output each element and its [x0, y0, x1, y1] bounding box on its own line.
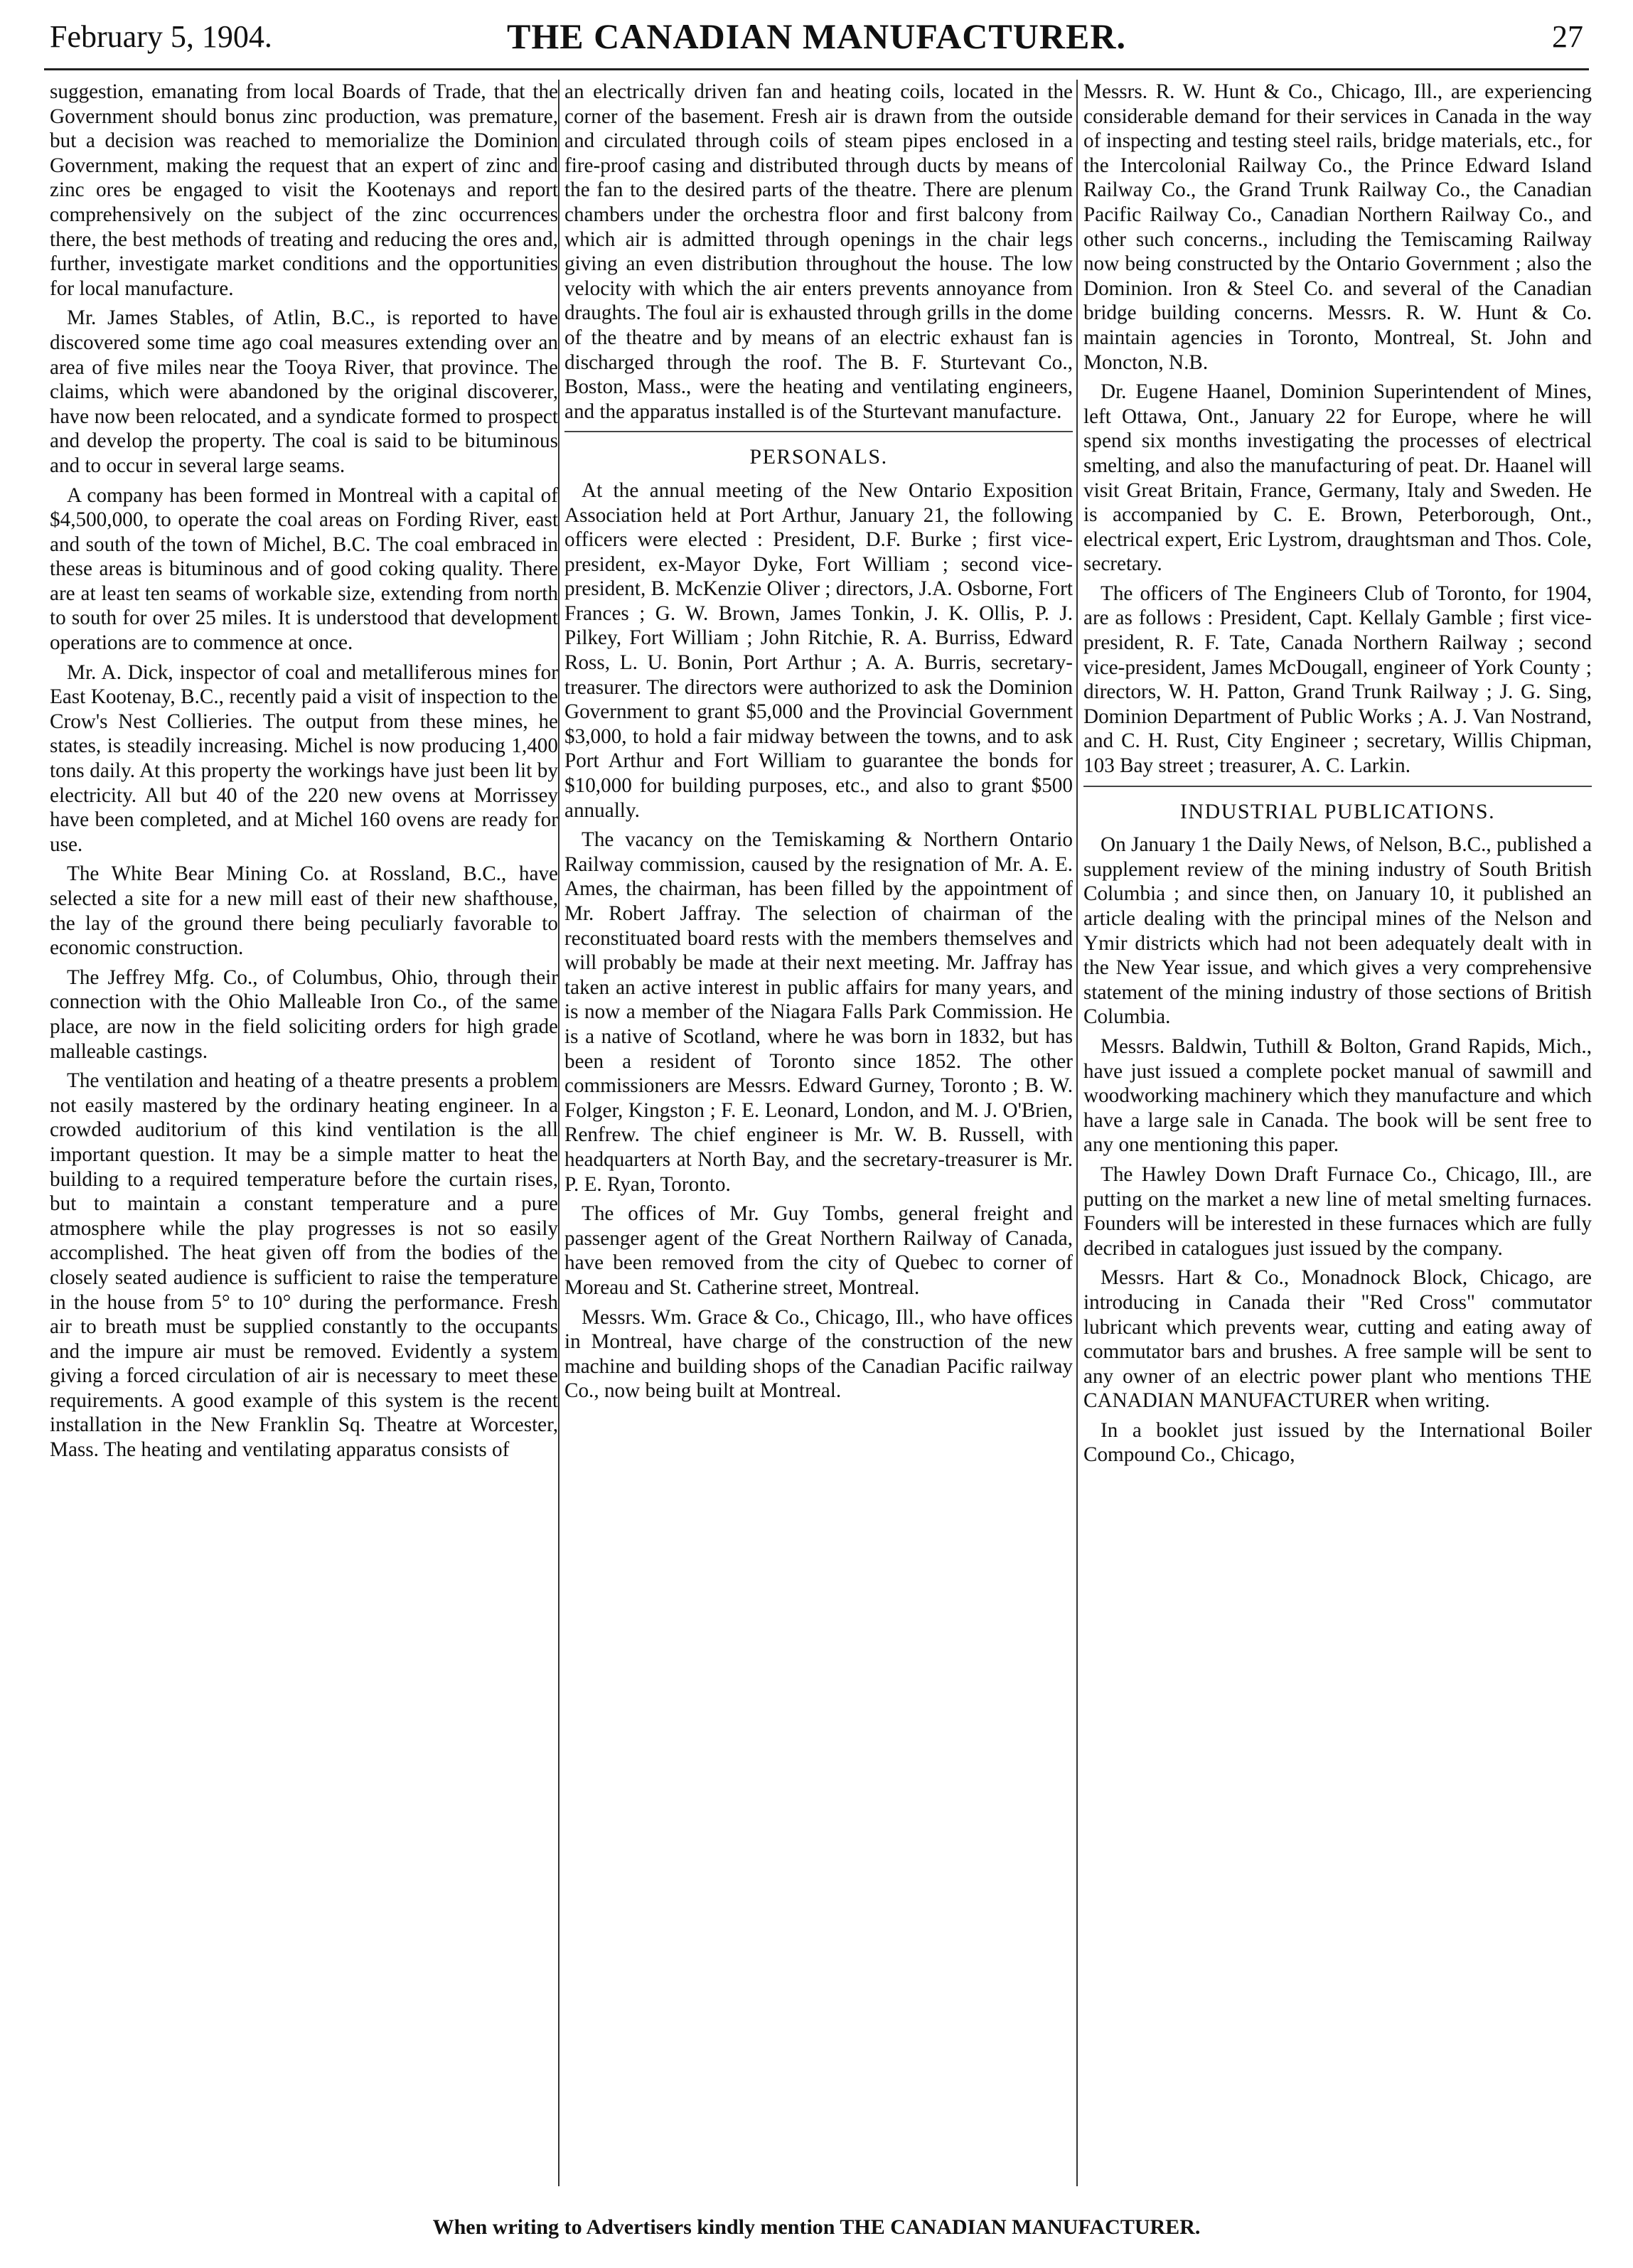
column-2 [564, 80, 1073, 2186]
paragraph: Messrs. Baldwin, Tuthill & Bolton, Grand Rapids, Mich., have just issued a complete pocket manual of sawmill and woodworking machinery which they manufacture and which have a large sale in Canada. The book will be sent free to any one mentioning this paper. [1083, 1034, 1592, 1157]
paragraph: Dr. Eugene Haanel, Dominion Superintendent of Mines, left Ottawa, Ont., January 22 for Europe, where he will spend six months investigating the processes of electrical smelting, and also the manufacturing of peat. Dr. Haanel will visit Great Britain, France, Germany, Italy and Sweden. He is accompanied by C. E. Brown, Peterborough, Ont., electrical expert, Eric Lystrom, draughtsman and Thos. Cole, secretary. [1083, 380, 1592, 576]
paragraph: an electrically driven fan and heating coils, located in the corner of the basement. Fresh air is drawn from the outside and circulated through coils of steam pipes enclosed in a fire-proof casing and distributed through ducts by means of the fan to the desired parts of the theatre. There are plenum chambers under the orchestra floor and first balcony from which air is admitted through openings in the chair legs giving an even distribution throughout the house. The low velocity with which the air enters prevents annoyance from draughts. The foul air is exhausted through grills in the dome of the theatre and by means of an electric exhaust fan is discharged through the roof. The B. F. Sturtevant Co., Boston, Mass., were the heating and ventilating engineers, and the apparatus installed is of the Sturtevant manufacture. [564, 80, 1073, 423]
paragraph: The Jeffrey Mfg. Co., of Columbus, Ohio, through their connection with the Ohio Malleable Iron Co., of the same place, are now in the field soliciting orders for high grade malleable castings. [50, 965, 558, 1063]
paragraph: suggestion, emanating from local Boards of Trade, that the Government should bonus zinc production, was premature, but a decision was reached to memorialize the Dominion Government, making the request that an expert of zinc and zinc ores be engaged to visit the Kootenays and report comprehensively on the subject of the zinc occurrences there, the best methods of treating and reducing the ores and, further, investigate market conditions and the opportunities for local manufacture. [50, 80, 558, 300]
paragraph: The ventilation and heating of a theatre presents a problem not easily mastered by the ordinary heating engineer. In a crowded auditorium of this kind ventilation is the all important question. It may be a simple matter to heat the building to a required temperature before the curtain rises, but to maintain a constant temperature and a pure atmosphere while the play progresses is not so easily accomplished. The heat given off from the bodies of the closely seated audience is sufficient to raise the temperature in the house from 5° to 10° during the performance. Fresh air to breath must be supplied constantly to the occupants and the impure air must be removed. Evidently a system giving a forced circulation of air is necessary to meet these requirements. A good example of this system is the recent installation in the New Franklin Sq. Theatre at Worcester, Mass. The heating and ventilating apparatus consists of [50, 1069, 558, 1462]
paragraph: Messrs. R. W. Hunt & Co., Chicago, Ill., are experiencing considerable demand for their services in Canada in the way of inspecting and testing steel rails, bridge materials, etc., for the Intercolonial Railway Co., the Prince Edward Island Railway Co., the Grand Trunk Railway Co., the Canadian Pacific Railway Co., Canadian Northern Railway Co., and other such concerns., including the Temiscaming Railway now being constructed by the Ontario Government ; also the Dominion. Iron & Steel Co. and several of the Canadian bridge building concerns. Messrs. R. W. Hunt & Co. maintain agencies in Toronto, Montreal, St. John and Moncton, N.B. [1083, 80, 1592, 374]
paragraph: Mr. A. Dick, inspector of coal and metalliferous mines for East Kootenay, B.C., recently paid a visit of inspection to the Crow's Nest Collieries. The output from these mines, he states, is steadily increasing. Michel is now producing 1,400 tons daily. At this property the workings have just been lit by electricity. All but 40 of the 220 new ovens at Morrissey have been completed, and at Michel 160 ovens are ready for use. [50, 660, 558, 856]
section-heading-industrial-publications: INDUSTRIAL PUBLICATIONS. [1179, 799, 1496, 823]
paragraph: Messrs. Wm. Grace & Co., Chicago, Ill., who have offices in Montreal, have charge of the construction of the new machine and building shops of the Canadian Pacific railway Co., now being built at Montreal. [564, 1305, 1073, 1403]
paragraph: On January 1 the Daily News, of Nelson, B.C., published a supplement review of the mining industry of South British Columbia ; and since then, on January 10, it published an article dealing with the principal mines of the Nelson and Ymir districts which had not been adequately dealt with in the New Year issue, and which gives a very comprehensive statement of the mining industry of those sections of British Columbia. [1083, 833, 1592, 1029]
section-heading-personals: PERSONALS. [749, 445, 888, 469]
paragraph: The officers of The Engineers Club of Toronto, for 1904, are as follows : President, Capt. Kellaly Gamble ; first vice-president, R. F. Tate, Canada Northern Railway ; second vice-president, James McDougall, engineer of York County ; directors, W. H. Patton, Grand Trunk Railway ; J. G. Sing, Dominion Department of Public Works ; A. J. Van Nostrand, and C. H. Rust, City Engineer ; secretary, Willis Chipman, 103 Bay street ; treasurer, A. C. Larkin. [1083, 582, 1592, 778]
paragraph: A company has been formed in Montreal with a capital of $4,500,000, to operate the coal areas on Fording River, east and south of the town of Michel, B.C. The coal embraced in these areas is bituminous and of good coking quality. There are at least ten seams of workable size, extending from north to south for over 25 miles. It is understood that development operations are to commence at once. [50, 483, 558, 655]
section-divider [1083, 786, 1592, 787]
paragraph: At the annual meeting of the New Ontario Exposition Association held at Port Arthur, January 21, the following officers were elected : President, D.F. Burke ; first vice-president, ex-Mayor Dyke, Fort William ; second vice-president, B. McKenzie Oliver ; directors, J.A. Osborne, Fort Frances ; G. W. Brown, James Tonkin, J. K. Ollis, P. J. Pilkey, Fort William ; John Ritchie, R. A. Burriss, Edward Ross, L. U. Bonin, Port Arthur ; A. A. Burris, secretary-treasurer. The directors were authorized to ask the Dominion Government to grant $5,000 and the Provincial Government $3,000, to hold a fair midway between the towns, and to ask Port Arthur and Fort William to guarantee the bonds for $10,000 for building purposes, etc., and also to grant $500 annually. [564, 478, 1073, 822]
paragraph: Mr. James Stables, of Atlin, B.C., is reported to have discovered some time ago coal measures extending over an area of five miles near the Tooya River, that province. The claims, which were abandoned by the original discoverer, have now been relocated, and a syndicate formed to prospect and develop the property. The coal is said to be bituminous and to occur in several large seams. [50, 306, 558, 477]
paragraph: The vacancy on the Temiskaming & Northern Ontario Railway commission, caused by the resignation of Mr. A. E. Ames, the chairman, has been filled by the appointment of Mr. Robert Jaffray. The selection of chairman of the reconstituated board rests with the members themselves and will probably be made at their next meeting. Mr. Jaffray has taken an active interest in public affairs for many years, and is now a member of the Niagara Falls Park Commission. He is a native of Scotland, where he was born in 1832, but has been a resident of Toronto since 1852. The other commissioners are Messrs. Edward Gurney, Toronto ; B. W. Folger, Kingston ; F. E. Leonard, London, and M. J. O'Brien, Renfrew. The chief engineer is Mr. W. B. Russell, with headquarters at North Bay, and the secretary-treasurer is Mr. P. E. Ryan, Toronto. [564, 828, 1073, 1196]
paragraph: The White Bear Mining Co. at Rossland, B.C., have selected a site for a new mill east of their new shafthouse, the lay of the ground there being peculiarly favorable to economic construction. [50, 862, 558, 960]
paragraph: Messrs. Hart & Co., Monadnock Block, Chicago, are introducing in Canada their "Red Cross" commutator lubricant which prevents wear, cutting and eating away of commutator bars and brushes. A free sample will be sent to any owner of an electric power plant who mentions THE CANADIAN MANUFACTURER when writing. [1083, 1266, 1592, 1413]
column-divider [558, 80, 559, 2186]
paragraph: The offices of Mr. Guy Tombs, general freight and passenger agent of the Great Northern Railway of Canada, have been removed from the city of Quebec to corner of Moreau and St. Catherine street, Montreal. [564, 1202, 1073, 1299]
page-header [50, 9, 1583, 65]
paragraph: The Hawley Down Draft Furnace Co., Chicago, Ill., are putting on the market a new line of metal smelting furnaces. Founders will be interested in these furnaces which are fully decribed in catalogues just issued by the company. [1083, 1162, 1592, 1260]
header-rule [44, 68, 1589, 70]
section-divider [564, 431, 1073, 432]
page-footer: When writing to Advertisers kindly mention THE CANADIAN MANUFACTURER. [432, 2215, 1201, 2239]
publication-title: THE CANADIAN MANUFACTURER. [507, 16, 1126, 56]
issue-date: February 5, 1904. [50, 19, 272, 54]
paragraph: In a booklet just issued by the International Boiler Compound Co., Chicago, [1083, 1418, 1592, 1467]
column-1 [50, 80, 558, 2186]
page-number: 27 [1552, 19, 1583, 54]
column-divider [1076, 80, 1078, 2186]
column-3 [1083, 80, 1592, 2186]
